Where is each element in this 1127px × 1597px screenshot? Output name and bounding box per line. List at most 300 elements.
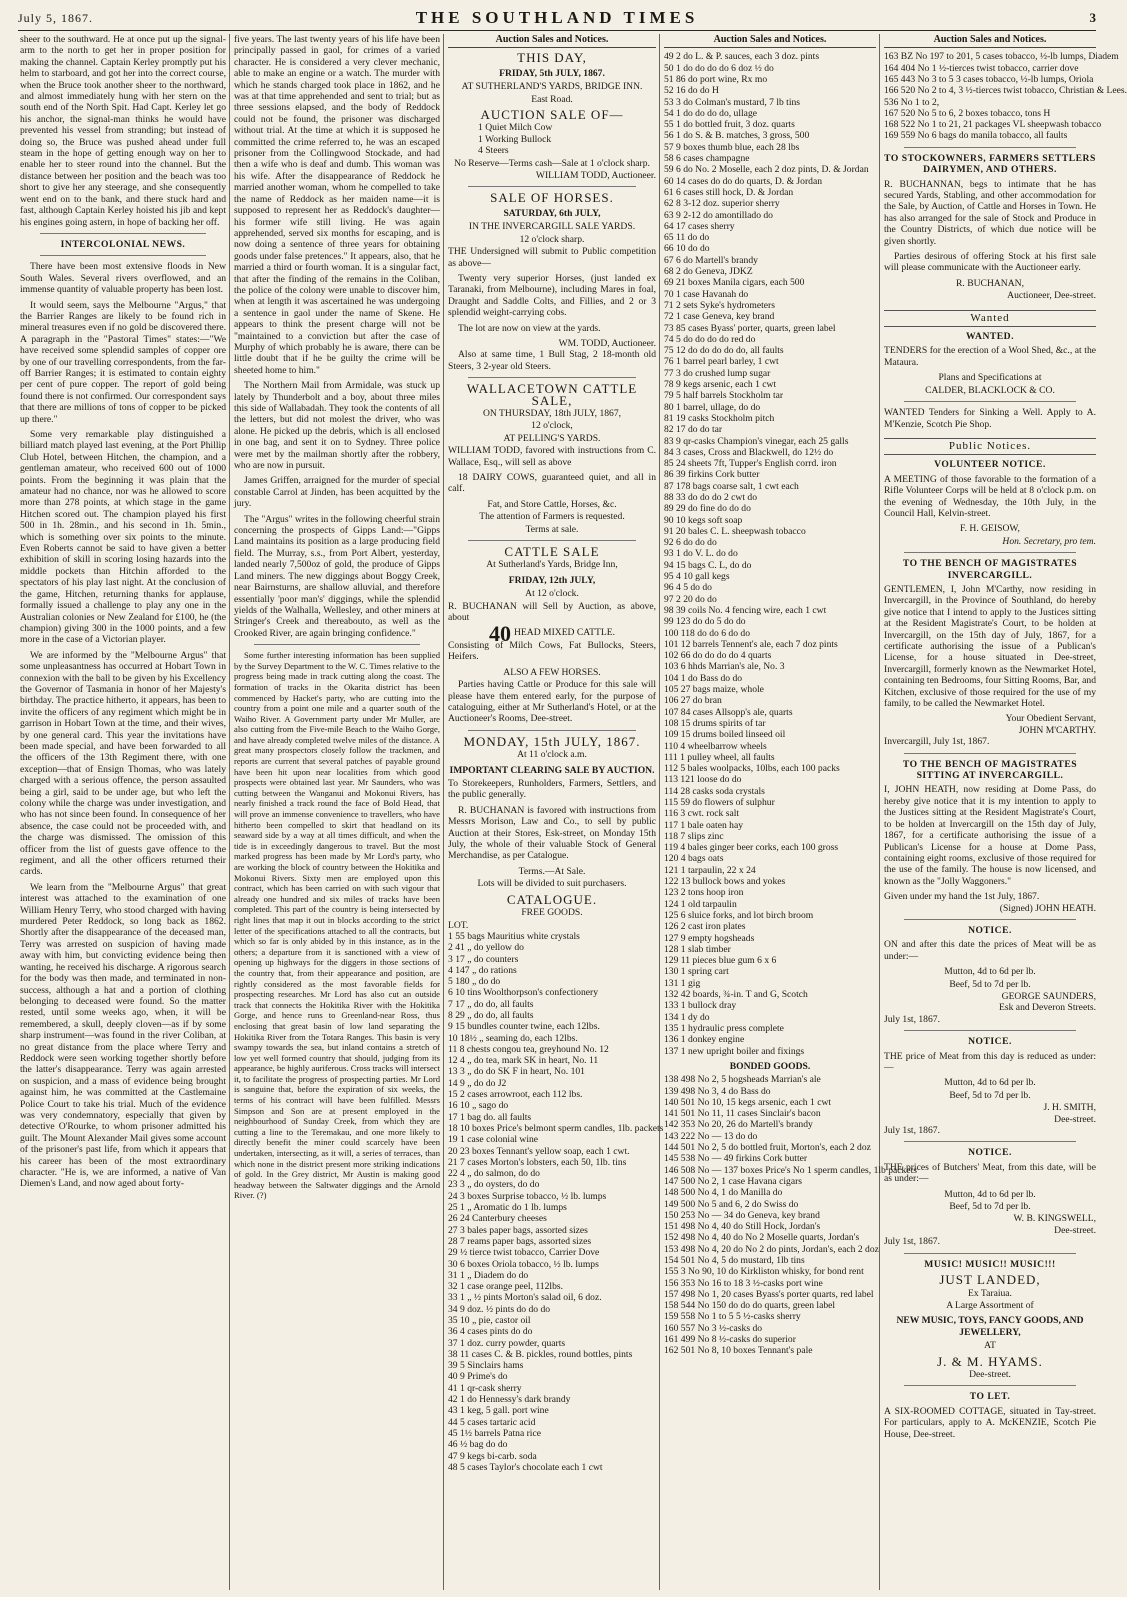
lot-entry: 164 404 No 1 ½-tierces twist tobacco, carrier dove [884,62,1079,74]
lot-entry: 89 29 do fine do do do [664,503,751,515]
ad-body: R. BUCHANAN is favored with instructions from Messrs Morison, Law and Co., to sell by public Auction at their Stores, Esk-street, on Monday 15th July, the whole of their valuable Stock of General Merchandise, as per Catalogue. [448,804,656,862]
lot-entry: 88 33 do do do 2 cwt do [664,491,758,503]
ad-location: AT PELLING'S YARDS. [503,432,601,444]
lot-entry: 64 17 cases sherry [664,220,735,232]
lot-entry: 85 24 sheets 7ft, Tupper's English corrd. iron [664,458,837,470]
lot-entry: 106 27 do bran [664,695,722,707]
notice-signature: F. H. GEISOW, [960,523,1020,535]
lot-entry: 103 6 hhds Marrian's ale, No. 3 [664,661,785,673]
lot-entry: 169 559 No 6 bags do manila tobacco, all faults [884,130,1068,142]
lot-entry: 146 508 No — 137 boxes Price's No 1 sperm candles, 1lb packets [664,1164,917,1176]
ad-date: SATURDAY, 6th JULY, [503,207,601,219]
lot-entry: 17 1 bag do. all faults [448,1111,532,1123]
lot-entry: 25 1 „ Aromatic do 1 lb. lumps [448,1202,567,1214]
article-paragraph: It would seem, says the Melbourne "Argus," that the Barrier Ranges are likely to be found rich in mineral treasures even if no gold be discovered there. A paragraph in the "Pastoral Times" states:—"We have received some splendid samples of copper ore by one of our travelling correspondents, from the far-off Barrier Ranges; it is estimated to contain eighty per cent of pure copper. The report of gold being found there is not confirmed. Our correspondent says that there are millions of tons of copper to be picked up there." [20,299,226,425]
lot-entry: 129 11 pieces blue gum 6 x 6 [664,955,777,967]
notice-signature: R. BUCHANAN, [956,277,1024,289]
lot-entry: 53 3 do Colman's mustard, 7 lb tins [664,96,801,108]
price-line: Beef, 5d to 7d per lb. [949,1089,1031,1101]
lot-entry: 104 1 do Bass do do [664,672,743,684]
lot-entry: 73 85 cases Byass' porter, quarts, green label [664,322,836,334]
lot-entry: 91 20 bales C. L. sheepwash tobacco [664,525,806,537]
lot-entry: 168 522 No 1 to 21, 21 packages VL sheepwash tobacco [884,119,1102,131]
column-1 [20,34,226,1590]
ad-heading: SALE OF HORSES. [490,190,614,206]
catalogue-subheading: FREE GOODS. [521,907,583,919]
article-paragraph: We learn from the "Melbourne Argus" that great interest was attached to the examination of one William Henry Terry, who stood charged with having murdered Peter Reddock, so long back as 1862. Shortly after the disappearance of the deceased man, Terry was arrested on suspicion of having made away with him, but convicting evidence being then wanting, he received his discharge. A rigorous search for the body was then made, and terminated in non-success, although a hat and a portion of clothing belonging to deceased were found. So the matter rested, until some weeks ago, when, it will be remembered, a skull, deeply cloven—as if by some sharp instrument—was found in the river Coliban, at no great distance from the place where Terry and Reddock were seen working together shortly before the latter's disappearance. Terry was again arrested on suspicion, and a mass of evidence being brought against him, he was committed at the Castlemaine Police Court to take his trial. Much of the evidence was very condemnatory, especially that given by detective O'Rourke, to whom prisoner admitted his guilt. The Mount Alexander Mail gives some account of the prisoner's past life, from which it appears that his career has been of the most extraordinary character. "He is, we are informed, a native of Van Diemen's Land, and now aged about forty- [20,881,226,1190]
lot-entry: 37 1 doz. curry powder, quarts [448,1337,566,1349]
lot-entry: 102 66 do do do do 4 quarts [664,650,772,662]
lot-list [884,51,1127,142]
ad-body: The attention of Farmers is requested. [479,511,625,523]
notice-signature: (Signed) JOHN HEATH. [999,902,1096,914]
lot-entry: 10 18½ „ seaming do, each 12lbs. [448,1032,578,1044]
lot-entry: 83 9 qr-casks Champion's vinegar, each 25 galls [664,435,849,447]
notice-heading: WANTED. [965,331,1014,343]
lot-entry: 67 6 do Martell's brandy [664,254,758,266]
lot-entry: 81 19 casks Stockholm pitch [664,412,775,424]
lot-entry: 15 2 cases arrowroot, each 112 lbs. [448,1089,583,1101]
ad-heading: IMPORTANT CLEARING SALE BY AUCTION. [449,764,655,776]
lot-entry: 46 ½ bag do do [448,1439,508,1451]
notice-body: THE prices of Butchers' Meat, from this date, will be as under:— [884,1161,1096,1185]
ad-heading: THIS DAY, [517,50,587,66]
lot-entry: 78 9 kegs arsenic, each 1 cwt [664,379,777,391]
ad-body: The lot are now on view at the yards. [458,322,601,334]
lot-entry: 137 1 new upright boiler and fixings [664,1045,805,1057]
lot-entry: 13 3 „ do do SK F in heart, No. 101 [448,1066,585,1078]
lot-entry: 165 443 No 3 to 5 3 cases tobacco, ½-lb lumps, Oriola [884,74,1094,85]
lot-entry: 125 6 sluice forks, and lot birch broom [664,909,814,921]
ad-body: Ex Taraiua. [968,1287,1012,1299]
lot-entry: 112 5 bales woolpacks, 10lbs, each 100 packs [664,763,840,775]
cattle-count: 40 [489,620,511,646]
lot-entry: 147 500 No 2, 1 case Havana cigars [664,1175,802,1187]
lot-entry: 166 520 No 2 to 4, 3 ½-tierces twist tobacco, Christian & Lees. [884,85,1127,97]
lot-entry: 31 1 „ Diadem do do [448,1269,529,1281]
lot-entry: 18 10 boxes Price's belmont sperm candles, 1lb. packets [448,1122,664,1134]
lot-entry: 111 1 pulley wheel, all faults [664,751,775,763]
divider [468,540,636,541]
lot-entry: 122 13 bullock bows and yokes [664,876,786,888]
divider [904,147,1076,148]
price-line: Beef, 5d to 7d per lb. [949,1201,1031,1213]
notice-body: Plans and Specifications at [938,372,1042,384]
ad-location: At Sutherland's Yards, Bridge Inn, [486,559,618,571]
article-paragraph: James Griffen, arraigned for the murder of special constable Carrol at Jinden, has been acquitted by the jury. [234,475,440,510]
issue-date: July 5, 1867. [18,11,94,25]
lot-entry: 92 6 do do do [664,537,717,549]
ad-location: IN THE INVERCARGILL SALE YARDS. [468,221,636,233]
lot-entry: 71 2 sets Syke's hydrometers [664,299,775,311]
lot-entry: 52 16 do do H [664,85,719,97]
lot-entry: 120 4 bags oats [664,853,724,865]
lot-entry: 99 123 do do 5 do do [664,616,746,628]
lot-entry: 100 118 do do 6 do do [664,627,750,639]
lot-entry: 55 1 do bottled fruit, 3 doz. quarts [664,119,795,131]
lot-entry: 54 1 do do do do, ullage [664,107,757,119]
column-rule [879,34,880,1590]
section-header-wanted: Wanted [884,310,1096,327]
lot-entry: 72 1 case Geneva, key brand [664,311,775,323]
notice-date: July 1st, 1867. [884,1013,940,1025]
notice-body: WANTED Tenders for Sinking a Well. Apply to A. M'Kenzie, Scotch Pie Shop. [884,407,1096,430]
lot-entry: 154 501 No 4, 5 do mustard, 1lb tins [664,1254,805,1266]
ad-heading: AUCTION SALE OF— [480,107,624,123]
lot-entry: 66 10 do do [664,243,710,255]
lot-entry: 159 558 No 1 to 5 5 ½-casks sherry [664,1311,801,1323]
lot-entry: 536 No 1 to 2, [884,96,940,108]
lot-entry: 51 86 do port wine, Rx mo [664,74,768,85]
lot-entry: 40 9 Prime's do [448,1371,508,1383]
lot-entry: 126 2 cast iron plates [664,921,746,933]
lot-entry: 26 24 Canterbury cheeses [448,1213,547,1225]
notice-heading: NOTICE. [968,924,1012,936]
lot-entry: 63 9 2-12 do amontillado do [664,209,773,221]
lot-entry: 148 500 No 4, 1 do Manilla do [664,1187,783,1199]
lot-entry: 68 2 do Geneva, JDKZ [664,266,753,278]
lot-entry: 136 1 donkey engine [664,1034,745,1046]
ad-heading: CATTLE SALE [504,544,600,560]
lot-entry: 152 498 No 4, 40 do No 2 Moselle quarts, Jordan's [664,1232,860,1244]
ad-time: At 11 o'clock a.m. [517,749,587,761]
notice-signature: CALDER, BLACKLOCK & CO. [925,384,1055,396]
lot-entry: 23 3 „ do oysters, do do [448,1179,540,1191]
lot-entry: 142 353 No 20, 26 do Martell's brandy [664,1119,813,1131]
lot-entry: 12 4 „ do tea, mark SK in heart, No. 11 [448,1055,599,1067]
lot-entry: 97 2 20 do do [664,593,717,605]
lot-entry: 107 84 cases Allsopp's ale, quarts [664,706,793,718]
lot-entry: 48 5 cases Taylor's chocolate each 1 cwt [448,1461,603,1473]
lot-entry: 8 29 „ do do, all faults [448,1009,534,1021]
lot-entry: 47 9 kegs bi-carb. soda [448,1450,537,1462]
lot-entry: 60 14 cases do do do quarts, D. & Jordan [664,175,823,187]
divider [904,1030,1076,1031]
notice-body: TENDERS for the erection of a Wool Shed, &c., at the Mataura. [884,345,1096,368]
notice-heading: MUSIC! MUSIC!! MUSIC!!! [924,1258,1056,1270]
lot-entry: 32 1 case orange peel, 112lbs. [448,1281,563,1293]
notice-body: A SIX-ROOMED COTTAGE, situated in Tay-street. For particulars, apply to A. McKENZIE, Scotch Pie House, Dee-street. [884,1405,1096,1440]
list-item: 1 Quiet Milch Cow [478,122,553,134]
lot-entry: 39 5 Sinclairs hams [448,1360,524,1372]
column-2 [234,34,440,1590]
lot-entry: 21 7 cases Morton's lobsters, each 50, 1lb. tins [448,1156,627,1168]
lot-entry: 57 9 boxes thumb blue, each 28 lbs [664,141,800,153]
ad-terms: No Reserve—Terms cash—Sale at 1 o'clock sharp. [454,157,650,169]
lot-entry: 29 ½ tierce twist tobacco, Carrier Dove [448,1247,600,1259]
section-header-auctions: Auction Sales and Notices. [664,34,876,48]
lot-entry: 145 538 No — 49 firkins Cork butter [664,1153,808,1165]
ad-terms: Terms at sale. [525,523,579,535]
lot-entry: 82 17 do do tar [664,424,723,436]
lot-entry: 135 1 hydraulic press complete [664,1022,784,1034]
ad-body: A Large Assortment of [946,1299,1034,1311]
lot-entry: 143 222 No — 13 do do [664,1130,758,1142]
lot-entry: 74 5 do do do do red do [664,333,756,345]
divider [904,1385,1076,1386]
ad-body: Also at same time, 1 Bull Stag, 2 18-month old Steers, 3 2-year old Steers. [448,349,656,372]
divider [904,1253,1076,1254]
lot-entry: 140 501 No 10, 15 kegs arsenic, each 1 cwt [664,1096,832,1108]
divider [904,401,1076,402]
lot-entry: 42 1 do Hennessy's dark brandy [448,1394,571,1406]
section-header-public-notices: Public Notices. [884,438,1096,455]
lot-entry: 132 42 boards, ¾-in. T and G, Scotch [664,989,808,1001]
column-5 [884,34,1127,1590]
divider [40,255,206,256]
ad-body: R. BUCHANAN will Sell by Auction, as above, about [448,600,656,624]
notice-date: July 1st, 1867. [884,1236,940,1248]
notice-signature: W. B. KINGSWELL, [1013,1213,1096,1225]
lot-entry: 1 55 bags Mauritius white crystals [448,930,580,942]
lot-entry: 61 6 cases still hock, D. & Jordan [664,186,794,198]
lot-entry: 101 12 barrels Tennent's ale, each 7 doz pints [664,638,838,650]
ad-body: To Storekeepers, Runholders, Farmers, Settlers, and the public generally. [448,778,656,801]
newspaper-title: THE SOUTHLAND TIMES [415,8,699,27]
lot-entry: 105 27 bags maize, whole [664,684,764,696]
lot-entry: 28 7 reams paper bags, assorted sizes [448,1235,592,1247]
notice-signature: Auctioneer, Dee-street. [1007,290,1096,302]
price-line: Mutton, 4d to 6d per lb. [944,1077,1036,1089]
notice-body: Parties desirous of offering Stock at his first sale will please communicate with the Auctioneer early. [884,251,1096,274]
lot-entry: 6 10 tins Woolthorpson's confectionery [448,987,598,999]
lot-entry: 35 10 „ pie, castor oil [448,1315,531,1326]
notice-signature: J. H. SMITH, [1043,1102,1096,1114]
lot-entry: 77 3 do crushed lump sugar [664,367,771,379]
lot-entry: 96 4 5 do do [664,582,712,594]
lot-entry: 133 1 bullock dray [664,1000,737,1012]
column-rule [659,34,660,1590]
ad-heading: HEAD MIXED CATTLE. [514,627,615,639]
lot-entry: 98 39 coils No. 4 fencing wire, each 1 cwt [664,604,827,616]
ad-body: WILLIAM TODD, favored with instructions from C. Wallace, Esq., will sell as above [448,445,656,468]
lot-entry: 93 1 do V. L. do do [664,548,738,560]
notice-heading: VOLUNTEER NOTICE. [934,459,1046,471]
article-paragraph: There have been most extensive floods in New South Wales. Several rivers overflowed, and an immense quantity of valuable property has been lost. [20,261,226,296]
article-paragraph: Some very remarkable play distinguished a billiard match played last evening, at the Port Phillip Club Hotel, between Hitchen, the champion, and a gentleman amateur, who received 600 out of 1000 points. From the beginning it was plain that the amateur had no chance, nor was he allowed to score more than 278 points, at which stage in the game Hitchen scored out. The champion played his first 500 in 1h. 28min., and his second in 1h. 5min., which is something over six points to the minute. Even Roberts cannot be said to have given a better exhibition of skill in scoring losing hazards into the middle pockets than Hitchin afforded to the spectators of his play last night. At the conclusion of the game, Hitchen, returning thanks for applause, formally issued a challenge to play any one in the Australian colonies or New Zealand for £100, he (the champion) giving 300 in the 1000 points, and a few more in the case of a Victorian player. [20,429,226,646]
ad-location: AT SUTHERLAND'S YARDS, BRIDGE INN. [461,81,643,93]
divider [468,377,636,378]
lot-entry: 50 1 do do do do 6 doz ½ do [664,62,774,74]
lot-entry: 118 7 slips zinc [664,830,724,842]
ad-signature: J. & M. HYAMS. [937,1353,1043,1369]
lot-list [664,51,876,1056]
ad-terms: Terms.—At Sale. [518,865,586,877]
lot-entry: 65 11 do do [664,232,710,244]
lot-entry: 30 6 boxes Oriola tobacco, ½ lb. lumps [448,1258,599,1270]
ad-body: Twenty very superior Horses, (just landed ex Taranaki, from Melbourne), including Mares in foal, Draught and Saddle Colts, and Fillies, and 2 or 3 splendid weight-carrying cobs. [448,272,656,319]
lot-entry: 138 498 No 2, 5 hogsheads Marrian's ale [664,1074,821,1086]
lot-entry: 157 498 No 1, 20 cases Byass's porter quarts, red label [664,1288,874,1300]
lot-entry: 41 1 qr-cask sherry [448,1382,522,1394]
notice-body: R. BUCHANNAN, begs to intimate that he has secured Yards, Stabling, and other accommodation for the Sale, by Auction, of Cattle and Horses in Town. He has also arranged for the sale of Stock and Produce in the Country Districts, of which due notice will be given shortly. [884,178,1096,247]
divider [40,233,206,234]
lot-entry: 3 17 „ do counters [448,953,519,965]
divider [468,730,636,731]
lot-entry: 7 17 „ do do, all faults [448,998,534,1010]
lot-entry: 94 15 bags C. L, do do [664,559,752,571]
lot-entry: 44 5 cases tartaric acid [448,1416,536,1428]
lot-entry: 20 23 boxes Tennant's yellow soap, each 1 cwt. [448,1145,630,1157]
ad-signature: WILLIAM TODD, Auctioneer. [535,170,656,182]
notice-heading: TO STOCKOWNERS, FARMERS SETTLERS DAIRYMEN, AND OTHERS. [884,152,1096,176]
ad-body: 18 DAIRY COWS, guaranteed quiet, and all in calf. [448,472,656,495]
lot-entry: 5 180 „ do do [448,976,501,988]
ad-body: AT [984,1340,996,1352]
lot-entry: 117 1 bale oaten hay [664,819,744,831]
notice-heading: TO LET. [969,1391,1011,1403]
lot-entry: 153 498 No 4, 20 do No 2 do pints, Jordan's, each 2 doz [664,1243,879,1255]
divider [904,552,1076,553]
ad-body: Fat, and Store Cattle, Horses, &c. [487,498,617,510]
price-line: Beef, 5d to 7d per lb. [949,978,1031,990]
lot-entry: 127 9 empty hogsheads [664,932,755,944]
lot-entry: 84 3 cases, Cross and Blackwell, do 12½ do [664,446,834,458]
lot-entry: 49 2 do L. & P. sauces, each 3 doz. pints [664,51,820,63]
notice-signature: Esk and Deveron Streets. [999,1002,1096,1014]
article-paragraph: The "Argus" writes in the following cheerful strain concerning the prospects of Gipps Land:—"Gipps Land maintains its position as a large producing field field. The Murray, s.s., from Port Albert, yesterday, landed nearly 7,500oz of gold, the produce of Gipps Land miners. The new diggings about Boggy Creek, near Bairnsturns, are shallow alluvial, and therefore essentially 'poor man's' diggings, while the splendid yields of the Walhalla, Wellesley, and other miners at Stringer's Creek and thereabouto, as well as the Crooked River, are again bringing confidence." [234,513,440,639]
column-3 [448,34,664,1590]
lot-entry: 131 1 gig [664,977,701,989]
lot-entry: 161 499 No 8 ½-casks do superior [664,1334,796,1346]
lot-entry: 110 4 wheelbarrow wheels [664,740,767,752]
lot-entry: 2 41 „ do yellow do [448,942,524,954]
lot-entry: 34 9 doz. ½ pints do do do [448,1303,551,1315]
lot-entry: 119 4 bales ginger beer corks, each 100 gross [664,842,839,854]
lot-entry: 56 1 do S. & B. matches, 3 gross, 500 [664,130,810,142]
lot-label: LOT. [448,919,469,931]
lot-entry: 149 500 No 5 and 6, 2 do Swiss do [664,1198,799,1210]
ad-date: FRIDAY, 12th JULY, [508,574,596,586]
lot-entry: 38 11 cases C. & B. pickles, round bottles, pints [448,1348,633,1360]
lot-entry: 114 28 casks soda crystals [664,785,765,797]
lot-entry: 115 59 do flowers of sulphur [664,797,775,808]
notice-signature: Hon. Secretary, pro tem. [1002,535,1096,547]
lot-entry: 79 5 half barrels Stockholm tar [664,390,784,402]
ad-body: Parties having Cattle or Produce for this sale will please have them entered early, for the purpose of cataloguing, either at Mr Sutherland's Hotel, or at the Auctioneer's Rooms, Dee-street. [448,679,656,725]
ad-body: Dee-street. [969,1368,1011,1380]
lot-entry: 75 12 do do do do do, all faults [664,345,784,357]
ad-date: ON THURSDAY, 18th JULY, 1867, [482,407,622,419]
lot-entry: 150 253 No — 34 do Geneva, key brand [664,1209,820,1221]
lot-entry: 139 498 No 3, 4 do Bass do [664,1085,771,1097]
notice-signature: Your Obedient Servant, [1005,713,1096,725]
notice-date: Invercargill, July 1st, 1867. [884,736,990,748]
notice-date: July 1st, 1867. [884,1125,940,1137]
bonded-goods-heading: BONDED GOODS. [729,1060,811,1072]
lot-entry: 62 8 3-12 doz. superior sherry [664,198,780,210]
ad-location-detail: East Road. [531,93,573,105]
lot-entry: 162 501 No 8, 10 boxes Tennant's pale [664,1345,813,1357]
ad-body: Consisting of Milch Cows, Fat Bullocks, Steers, Heifers. [448,639,656,663]
ad-body: NEW MUSIC, TOYS, FANCY GOODS, AND JEWELLERY, [896,1315,1084,1338]
lot-entry: 87 178 bags coarse salt, 1 cwt each [664,480,799,492]
lot-entry: 22 4 „ do salmon, do do [448,1168,540,1180]
catalogue-heading: CATALOGUE. [506,891,598,907]
ad-heading: JUST LANDED, [939,1272,1041,1288]
lot-entry: 27 3 bales paper bags, assorted sizes [448,1224,588,1236]
notice-heading: NOTICE. [968,1147,1012,1159]
lot-entry: 69 21 boxes Manila cigars, each 500 [664,277,805,289]
lot-entry: 58 6 cases champagne [664,153,750,165]
lot-entry: 116 3 cwt. rock salt [664,808,740,820]
lot-entry: 141 501 No 11, 11 cases Sinclair's bacon [664,1108,821,1120]
lot-entry: 9 15 bundles counter twine, each 12lbs. [448,1021,600,1033]
article-paragraph: The Northern Mail from Armidale, was stuck up lately by Thunderbolt and a boy, about three miles this side of Wallabadah. They took the contents of all the letters, but did not molest the driver, who was alone. He picked up the debris, which is all enclosed in one bag, and sent it on to Sydney. Three police were met by the mailman shortly after the robbery, who are now in pursuit. [234,380,440,472]
notice-signature: Given under my hand the 1st July, 1867. [884,891,1040,903]
lot-list [448,930,664,1473]
article-paragraph: five years. The last twenty years of his life have been principally passed in gaol, for crimes of a varied character. He is considered a very clever mechanic, able to make an engine or a watch. The murder with which he stands charged took place in 1862, and he was at that time apprehended and sent to trial; but as three sessions elapsed, and the body of Reddock could not be found, the prisoner was discharged without trial. At the time at which it is supposed he committed the crime referred to, he was an escaped prisoner from the Collingwood Stockade, and had then a wife who is deaf and dumb. This woman was his wife. After the disappearance of Reddock he married another woman, whom he compelled to take the name of Reddock as her maiden name—it is supposed to represent her as Reddock's daughter—his former wife still living. He was again apprehended, served six months for escaping, and is now doing a sentence of three years for obtaining goods under false pretences." It appears, also, that he married a third or fourth woman. It is a singular fact, that after the finding of the remains in the Coliban, the police of the colony were unable to discover him, when at length it was ascertained he was undergoing a sentence in gaol under the name of Skene. He appears to think the present charge will not be "maintained to a conviction but after the case of Murphy of which probably he is aware, there can be little doubt that if he be guilty the crime will be sheeted home to him." [234,34,440,376]
lot-entry: 123 2 tons hoop iron [664,887,744,899]
lot-entry: 113 121 loose do do [664,774,742,786]
ad-signature: WM. TODD, Auctioneer. [558,337,656,349]
lot-entry: 128 1 slab timber [664,943,731,955]
lot-entry: 155 3 No 90, 10 do Kirkliston whisky, for bond rent [664,1266,864,1278]
article-paragraph: sheer to the southward. He at once put up the signal-arm to the north to get her in proper position for making the channel. Captain Kerley promptly put his helm to starboard, and got her into the correct course, when the Bruce took another sheer to the northward, and almost immediately hung with her stern on the south end of the North Spit. Had Capt. Kerley let go his anchor, the signal-man thinks he would have prevented his vessel from stranding; but instead of doing so, the Bruce was pushed ahead under full steam in the hope of getting enough way on her to enable her to steer round into the channel. But the distance between her position and the beach was too short to give her any steerage, and she consequently went end on to the bank, and there stuck hard and fast, although Captain Kerley hoisted his jib and kept his engines going astern, in hope of backing her off. [20,34,226,228]
price-line: Mutton, 4d to 6d per lb. [944,1188,1036,1200]
lot-entry: 76 1 barrel pearl barley, 1 cwt [664,356,779,368]
lot-entry: 163 BZ No 197 to 201, 5 cases tobacco, ½-lb lumps, Diadem [884,51,1119,63]
lot-entry: 11 8 chests congou tea, greyhound No. 12 [448,1043,609,1055]
notice-signature: Dee-street. [1054,1224,1096,1236]
lot-entry: 4 147 „ do rations [448,964,517,976]
page-number: 3 [1089,10,1096,25]
notice-body: ON and after this date the prices of Meat will be as under:— [884,939,1096,962]
lot-entry: 95 4 10 gall kegs [664,571,730,583]
ad-heading: MONDAY, 15th JULY, 1867. [463,733,641,749]
divider [904,753,1076,754]
section-heading-intercolonial: INTERCOLONIAL NEWS. [60,238,186,250]
list-item: 1 Working Bullock [478,133,552,145]
lot-entry: 36 4 cases pints do do [448,1326,533,1338]
ad-heading: WALLACETOWN CATTLE SALE, [466,381,638,408]
lot-entry: 19 1 case colonial wine [448,1134,539,1146]
lot-entry: 108 15 drums spirits of tar [664,717,766,729]
notice-heading: TO THE BENCH OF MAGISTRATES INVERCARGILL. [902,558,1078,581]
notice-body: GENTLEMEN, I, John M'Carthy, now residing in Invercargill, in the Province of Southland, do hereby give notice that I intend to apply to the Justices sitting at the Resident Magistrate's Court, to be holden at Invercargill, on the 15th day of July, 1867, for a certificate authorising the issue of a Publican's License, for a house situated in Dee-street, Invercargill, formerly known as the Newmarket Hotel, containing ten Bedrooms, four Sitting Rooms, Bar, and Kitchen, exclusive of those required for the use of my family, to be called the Newmarket Hotel. [884,583,1096,710]
lot-entry: 45 1½ barrels Patna rice [448,1427,541,1439]
column-rule [443,34,444,1590]
ad-body: THE Undersigned will submit to Public competition as above— [448,246,656,269]
divider [904,1141,1076,1142]
ad-time: At 12 o'clock. [525,588,579,600]
article-paragraph: Some further interesting information has been supplied by the Survey Department to the W. C. Times relative to the progress being made in track cutting along the coast. The formation of tracks in the Okarita district has been commenced by Hacket's party, who are cutting into the country from a point one mile and a quarter south of the Waiho River. A Government party under Mr Muller, are also cutting from the Five-mile Beach to the Waiho Gorge, and have already completed twelve miles of the distance. A great many prospectors closely follow the trackmen, and reports are current that several patches of payable ground have been hit upon near localities from which good prospects were obtained last year. Mr Saunders, who was cutting between the Wanganui and Mokonui Rivers, has nearly finished a track round the face of Bold Head, that will prove an immense convenience to travellers, who have hitherto been compelled to skirt that headland on its seaward side by a way at all times difficult, and when the tide is in exceedingly dangerous to travel. But the most marked progress has been made by Mr Lord's party, who are working the block of country between the Hokitika and Mokonui Rivers. Sixty men are employed upon this contract, which has been carried on with such vigour that already one hundred and six miles of tracks have been completed. This part of the country is being intersected by right lines that map it out in blocks according to the strict letter of the specifications attached to all the contracts, but which so far is only abided by in this instance, as in the others; a departure from it is sanctioned with a view of opening up highways for the diggers in those sections of the country that, from their appearance and position, are rightly considered as the most favorable fields for prospecting researches. Mr Lord has also cut an outside track that connects the Hokitika River with the Hokitika Gorge, and hence runs to Greenland-near Ross, thus enclosing that great basin of low land separating the Hokitika River from the Totara Ranges. This basin is very swampy towards the sea, but inland contains a stretch of low yet well formed country that should, judging from its appearance, be highly auriferous. Cross tracks will intersect it, to facilitate the progress of prospecting parties. Mr Lord is sanguine that, before the expiration of six weeks, the terms of his contract will have been fulfilled. Messrs Simpson and Son are at present employed in the neighbourhood of Sunday Creek, from which they are cutting a line to the Teremakau, and one more likely to directly benefit the miner could scarcely have been undertaken, intersecting, as it will, a series of terraces, than which none in the district present more striking indications of gold. In the Grey district, Mr Austin is making good headway between the Saltwater diggings and the Arnold River. (?) [234,650,440,1201]
lot-entry: 70 1 case Havanah do [664,288,749,300]
divider [904,919,1076,920]
ad-time: 12 o'clock sharp. [519,233,585,245]
notice-body: A MEETING of those favorable to the formation of a Rifle Volunteer Corps will be held at 8 o'clock p.m. on the evening of Wednesday, the 10th July, in the Council Hall, Kelvin-street. [884,473,1096,519]
lot-entry: 43 1 keg, 5 gall. port wine [448,1405,549,1417]
lot-entry: 124 1 old tarpaulin [664,898,737,910]
lot-entry: 156 353 No 16 to 18 3 ½-casks port wine [664,1277,823,1289]
divider [254,644,420,645]
lot-entry: 144 501 No 2, 5 do bottled fruit, Morton's, each 2 doz [664,1142,871,1154]
notice-heading: NOTICE. [968,1036,1012,1048]
lot-entry: 158 544 No 150 do do do quarts, green label [664,1300,836,1312]
notice-body: I, JOHN HEATH, now residing at Dome Pass, do hereby give notice that it is my intention to apply to the Justices sitting at the Resident Magistrate's Court, to be holden at Invercargill on the 15th day of July, 1867, for a certificate authorising the issue of a Publican's License for a house at Dome Pass, containing eight rooms, exclusive of those required for the use of the family. The house is now licensed, and known as the "Jolly Waggoners." [884,784,1096,887]
notice-signature: Dee-street. [1054,1113,1096,1125]
notice-heading: TO THE BENCH OF MAGISTRATES SITTING AT INVERCARGILL. [902,758,1078,782]
notice-body: THE price of Meat from this day is reduced as under:— [884,1050,1096,1073]
lot-entry: 14 9 „ do do J2 [448,1077,507,1089]
lot-entry: 160 557 No 3 ½-casks do [664,1322,763,1334]
lot-entry: 33 1 „ ½ pints Morton's salad oil, 6 doz. [448,1292,602,1304]
masthead [18,6,1096,31]
article-paragraph: We are informed by the "Melbourne Argus" that some unpleasantness has occurred at Hobart Town in connexion with the ball to be given by his Excellency the Governor of Tasmania in honor of her Majesty's birthday. The practice hitherto, it appears, has been to invite the officers of any regiment which might be in garrison in Hobart Town at the time, and their wives, by one general card. This year the invitations have been made special, and have been forwarded to all the officers of the 13th Regiment there, with one exception—that of Ensign Thomas, who was lately charged with a serious offence, the person assaulted being a girl, said to be under age, but who left the colony while the charge was under investigation, and who has not since been found. In consequence of her absence, the case could not be proceeded with, and the charge was dismissed. The omission of this officer from the list of guests gave offence to the regiment, and all the other officers returned their cards. [20,649,226,878]
lot-entry: 134 1 dy do [664,1011,710,1023]
ad-body: ALSO A FEW HORSES. [503,666,601,678]
lot-entry: 130 1 spring cart [664,966,729,978]
